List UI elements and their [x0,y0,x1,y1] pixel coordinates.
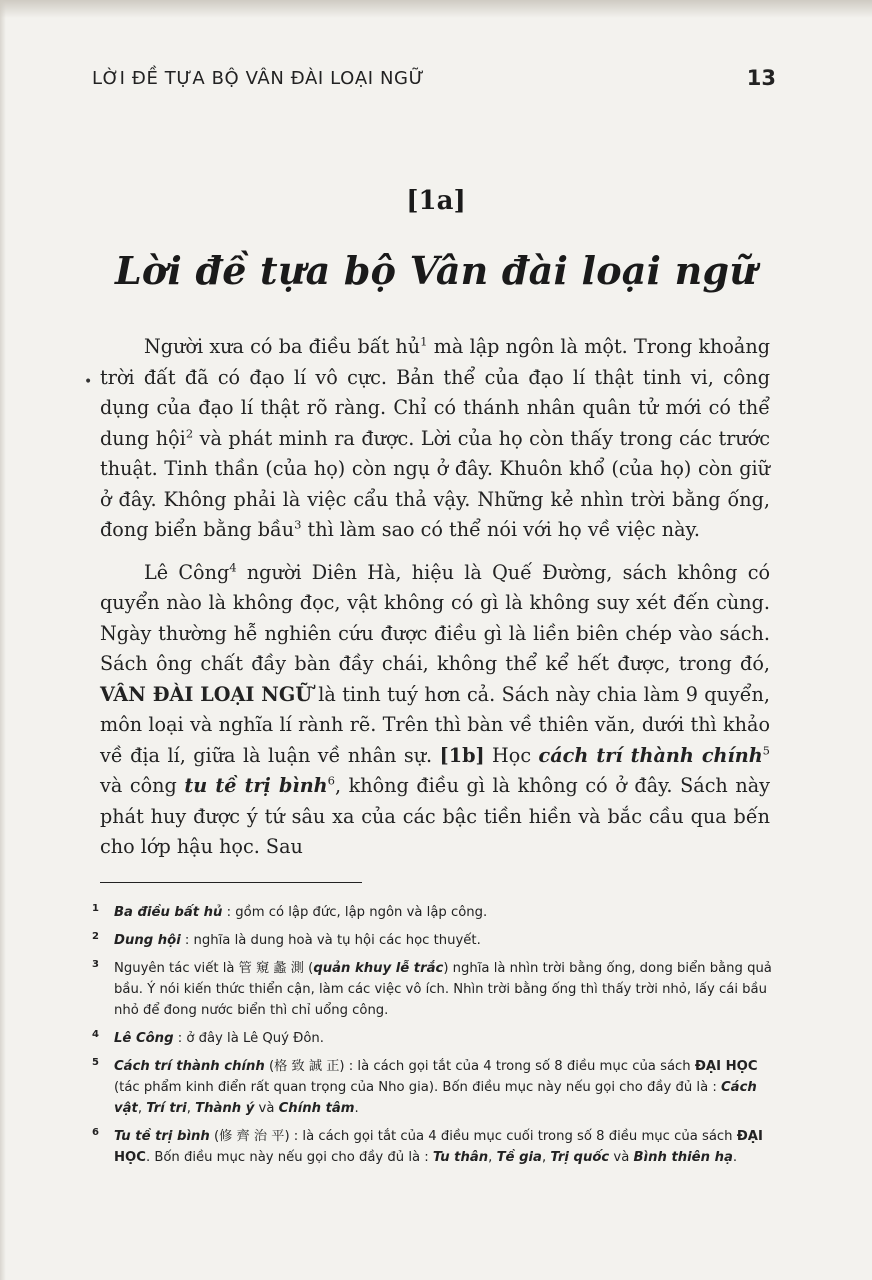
book-title: VÂN ĐÀI LOẠI NGỮ [100,682,312,706]
running-header [92,66,776,96]
running-title: LỜI ĐỀ TỰA BỘ VÂN ĐÀI LOẠI NGỮ [92,68,425,89]
footnote-number: 6 [92,1127,99,1138]
footnote-text: : gồm có lập đức, lập ngôn và lập công. [222,905,488,920]
item-term: Trị quốc [550,1150,610,1165]
text-run: Học [484,743,539,767]
footnote-term: Cách trí thành chính [114,1059,265,1074]
footnote-text: (修 齊 治 平) : là cách gọi tắt của 4 điều mục cuối trong số 8 điều mục của sách [209,1129,737,1144]
paragraph-2 [100,558,770,863]
body-text [100,332,770,875]
term-tu-te-tri-binh: tu tề trị bình [184,774,328,797]
item-term: Tu thân [432,1150,489,1165]
page-marker: [1b] [439,743,485,767]
footnote-3 [92,958,782,1021]
footnote-text: . Bốn điều mục này nếu gọi cho đầy đủ là : [145,1150,433,1165]
footnote-number: 2 [92,931,99,942]
footnotes [92,902,782,1175]
separator: . [354,1101,359,1116]
text-run: thì làm sao có thể nói với họ về việc này. [301,518,700,541]
footnote-term: Tu tề trị bình [114,1129,210,1144]
item-term: Bình thiên hạ [633,1150,733,1165]
item-term: Trí tri [146,1101,187,1116]
footnote-text: (格 致 誠 正) : là cách gọi tắt của 4 trong số 8 điều mục của sách [264,1059,695,1074]
footnote-term: Ba điều bất hủ [114,905,223,920]
chapter-title: Lời đề tựa bộ Vân đài loại ngữ [114,248,758,293]
text-run: người Diên Hà, hiệu là Quế Đường, sách không có quyển nào là không đọc, vật không có gì là không suy xét đến cùng. Ngày thường hễ nghiên cứu được điều gì là liền biên chép vào sách. Sách ông chất đầy bàn đầy chái, không thể kể hết được, trong đó, [100,560,770,675]
term-cach-tri-thanh-chinh: cách trí thành chính [538,743,763,767]
book-title: ĐẠI HỌC [114,1129,763,1165]
separator: . [732,1150,738,1165]
text-run: và phát minh ra được. Lời của họ còn thấy trong các trước thuật. Tinh thần (của họ) còn ngụ ở đây. Khuôn khổ (của họ) còn giữ ở đây. Không phải là việc cẩu thả vậy. Những kẻ nhìn trời bằng ống, đong biển bằng bầu [100,426,770,541]
footnote-divider [100,882,362,883]
footnote-number: 1 [92,903,99,914]
margin-mark: • [84,374,93,390]
footnote-number: 4 [92,1029,99,1040]
footnote-number: 3 [92,959,99,970]
separator: , [186,1101,196,1116]
footnote-text: ) nghĩa là nhìn trời bằng ống, dong biển bằng quả bầu. Ý nói kiến thức thiển cận, làm các việc vô ích. Nhìn trời bằng ống thì thấy trời nhỏ, lấy cái bầu nhỏ để đong nước biển thì chỉ uổng công. [114,961,772,1018]
footnote-term: quản khuy lễ trắc [313,961,444,976]
item-term: Cách vật [114,1080,757,1116]
text-run: và công [100,774,185,797]
footnote-2 [92,930,782,951]
footnote-6 [92,1126,782,1168]
text-run: là tinh tuý hơn cả. Sách này chia làm 9 quyển, môn loại và nghĩa lí rành rẽ. Trên thì bàn về thiên văn, dưới thì khảo về địa lí, giữa là luận về nhân sự. [100,682,770,767]
separator: , [137,1101,147,1116]
text-run: Lê Công [144,560,230,584]
footnote-4 [92,1028,782,1049]
separator: và [609,1150,634,1165]
footnote-1 [92,902,782,923]
footnote-ref-2[interactable]: 2 [185,426,194,441]
footnote-5 [92,1056,782,1119]
footnote-text: : ở đây là Lê Quý Đôn. [173,1031,324,1046]
section-marker: [1a] [406,186,466,216]
page-number: 13 [746,66,776,90]
item-term: Thành ý [195,1101,255,1116]
footnote-ref-5[interactable]: 5 [762,743,770,758]
text-run: , không điều gì là không có ở đây. Sách này phát huy được ý tứ sâu xa của các bậc tiền hiền và bắc cầu qua bến cho lớp hậu học. Sau [100,774,771,858]
item-term: Chính tâm [278,1101,355,1116]
paragraph-1 [100,332,770,546]
footnote-ref-4[interactable]: 4 [229,560,237,575]
text-run: Người xưa có ba điều bất hủ [144,335,421,358]
footnote-number: 5 [92,1057,99,1068]
text-run: mà lập ngôn là một. Trong khoảng trời đất đã có đạo lí vô cực. Bản thể của đạo lí thật tinh vi, công dụng của đạo lí thật rõ ràng. Chỉ có thánh nhân quân tử mới có thể dung hội [100,335,770,450]
footnote-ref-1[interactable]: 1 [420,334,428,349]
top-edge-shadow [0,0,872,18]
separator: , [488,1150,497,1165]
footnote-term: Lê Công [114,1031,174,1046]
footnote-ref-6[interactable]: 6 [327,773,335,788]
item-term: Tề gia [496,1150,542,1165]
separator: , [541,1150,551,1165]
footnote-text: Nguyên tác viết là 管 窺 蠡 測 ( [114,961,314,976]
book-title: ĐẠI HỌC [694,1059,758,1074]
footnote-term: Dung hội [114,933,181,948]
footnote-ref-3[interactable]: 3 [294,517,302,532]
footnote-text: : nghĩa là dung hoà và tụ hội các học thuyết. [180,933,481,948]
footnote-text: (tác phẩm kinh điển rất quan trọng của Nho gia). Bốn điều mục này nếu gọi cho đầy đủ là : [114,1080,721,1095]
separator: và [254,1101,279,1116]
